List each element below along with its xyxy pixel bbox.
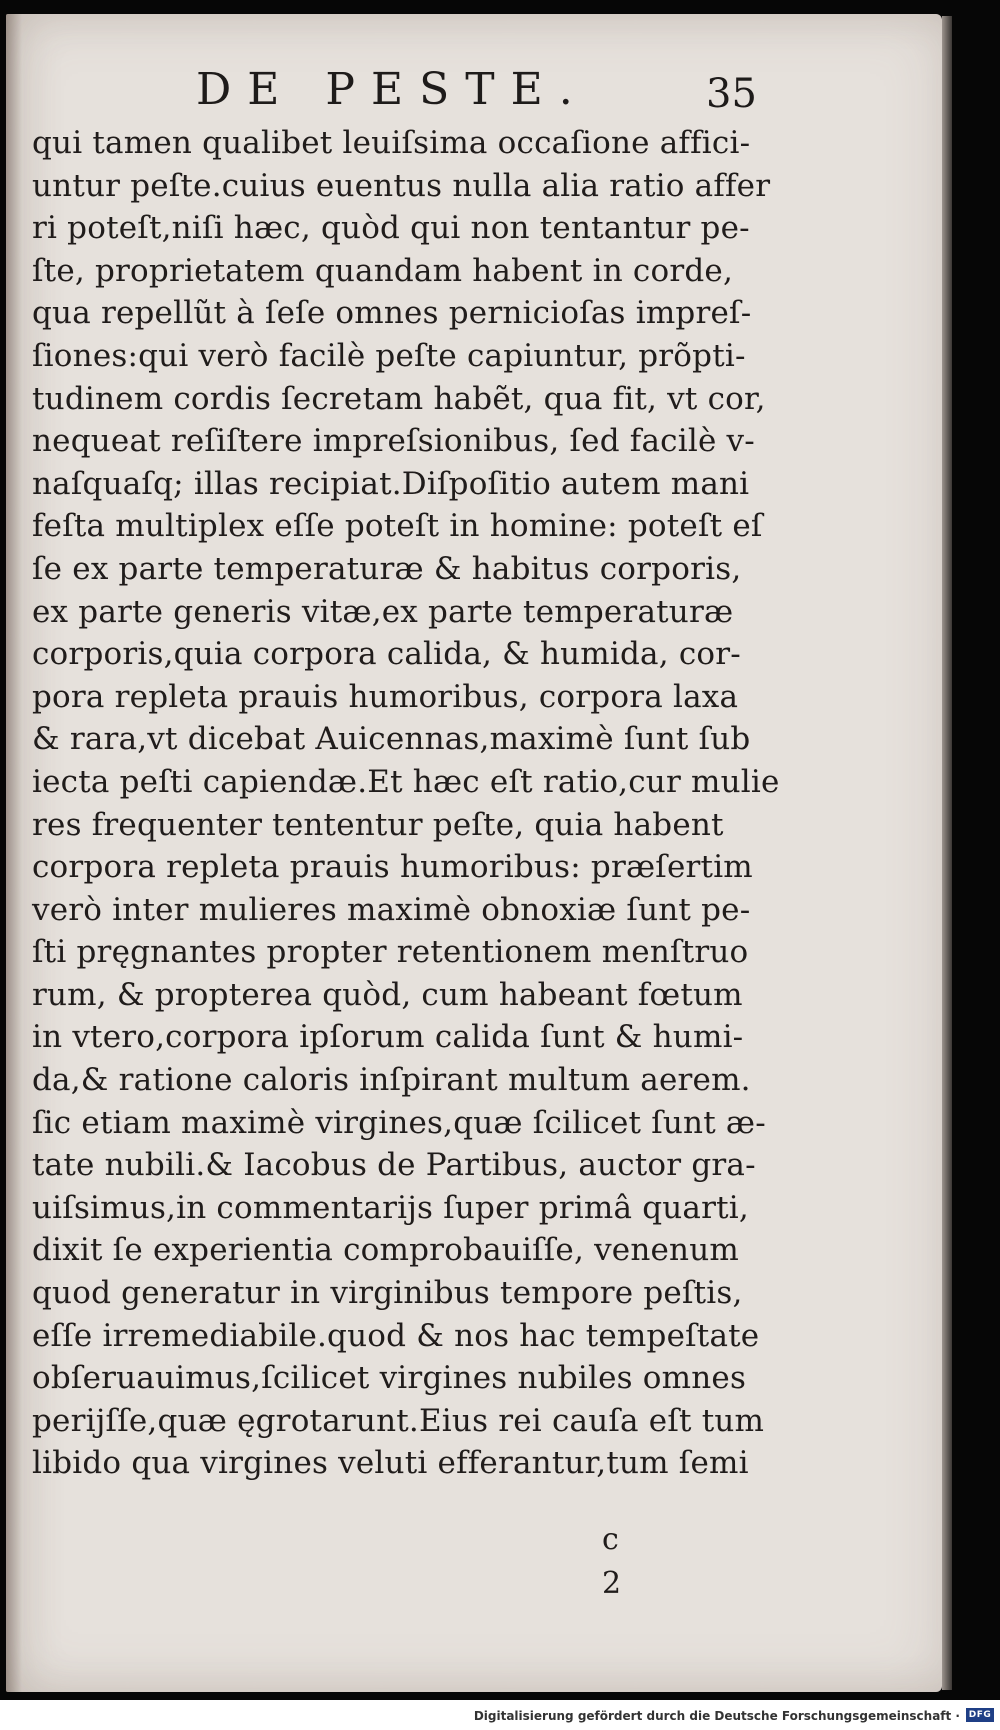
page-number: 35 — [706, 71, 757, 117]
text-line: tudinem cordis ſecretam habẽt, qua fit, vt cor, — [32, 380, 766, 417]
book-page — [6, 14, 942, 1692]
text-line: untur peſte.cuius euentus nulla alia ratio affer — [32, 167, 771, 204]
digitization-credit: Digitalisierung gefördert durch die Deutsche Forschungsgemeinschaft · — [473, 1709, 960, 1723]
text-line: obſeruauimus,ſcilicet virgines nubiles omnes — [32, 1360, 747, 1397]
text-line: verò inter mulieres maximè obnoxiæ ſunt pe- — [32, 891, 751, 928]
text-line: pora repleta prauis humoribus, corpora laxa — [32, 678, 739, 715]
text-line: quod generatur in virginibus tempore peſtis, — [32, 1275, 743, 1312]
text-line: feſta multiplex eſſe poteſt in homine: poteſt eſ — [32, 508, 763, 545]
text-line: res frequenter tententur peſte, quia habent — [32, 806, 724, 843]
text-line: dixit ſe experientia comprobauiſſe, venenum — [32, 1232, 739, 1269]
text-line: naſquaſq; illas recipiat.Diſpoſitio autem mani — [32, 465, 750, 502]
text-line: rum, & propterea quòd, cum habeant fœtum — [32, 976, 743, 1013]
text-line: ſiones:qui verò facilè peſte capiuntur, prõpti- — [32, 337, 746, 374]
text-line: & rara,vt dicebat Auicennas,maximè ſunt ſub — [32, 721, 751, 758]
text-line: iecta peſti capiendæ.Et hæc eſt ratio,cur mulie — [32, 763, 780, 800]
text-line: ſti pręgnantes propter retentionem menſtruo — [32, 934, 749, 971]
text-line: qui tamen qualibet leuiſsima occaſione affici- — [32, 125, 751, 161]
text-line: tate nubili.& Iacobus de Partibus, auctor gra- — [32, 1147, 756, 1184]
signature-mark: c 2 — [602, 1522, 648, 1601]
text-line: uiſsimus,in commentarijs ſuper primâ quarti, — [32, 1189, 749, 1226]
page-edge — [942, 16, 952, 1690]
text-line: ſic etiam maximè virgines,quæ ſcilicet ſunt æ- — [32, 1104, 766, 1141]
text-line: da,& ratione caloris inſpirant multum aerem. — [32, 1062, 751, 1099]
text-line: corporis,quia corpora calida, & humida, cor- — [32, 636, 741, 673]
dfg-logo-icon: DFG — [966, 1708, 994, 1722]
text-line: ſte, proprietatem quandam habent in corde, — [32, 252, 733, 289]
text-line: ri poteſt,niſi hæc, quòd qui non tentantur pe- — [32, 210, 750, 247]
text-line: corpora repleta prauis humoribus: præſertim — [32, 849, 753, 886]
running-head: DE PESTE. — [196, 64, 589, 115]
text-line: nequeat reſiſtere impreſsionibus, ſed facilè v- — [32, 423, 755, 460]
text-line: ex parte generis vitæ,ex parte temperaturæ — [32, 593, 734, 630]
text-line: qua repellũt à ſeſe omnes pernicioſas impreſ- — [32, 295, 752, 332]
text-line: eſſe irremediabile.quod & nos hac tempeſtate — [32, 1317, 760, 1354]
text-line: in vtero,corpora ipſorum calida ſunt & humi- — [32, 1019, 744, 1056]
body-text — [32, 122, 792, 1522]
text-line: perijſſe,quæ ęgrotarunt.Eius rei cauſa eſt tum — [32, 1402, 765, 1439]
text-line: libido qua virgines veluti efferantur,tum ſemi — [32, 1445, 749, 1482]
text-line: ſe ex parte temperaturæ & habitus corporis, — [32, 550, 742, 587]
